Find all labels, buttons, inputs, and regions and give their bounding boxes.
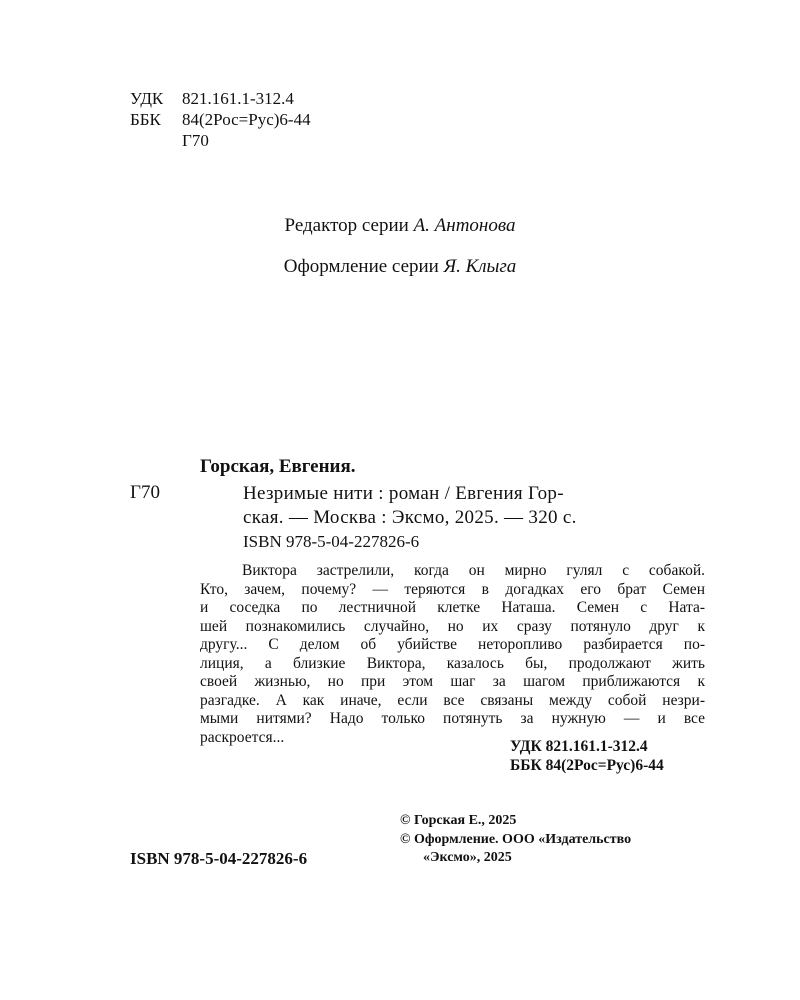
copyright-design: © Оформление. ООО «Издательство bbox=[400, 831, 632, 847]
bibliographic-isbn: ISBN 978-5-04-227826-6 bbox=[243, 532, 420, 551]
annotation-line: и соседка по лестничной клетке Наташа. Семен с Ната- bbox=[200, 599, 705, 616]
annotation-line: Кто, зачем, почему? — теряются в догадках его брат Семен bbox=[200, 580, 705, 598]
series-editor-label: Редактор серии bbox=[284, 215, 409, 236]
bibliographic-line-1: Незримые нити : роман / Евгения Гор- bbox=[243, 483, 564, 504]
copyright-publisher: «Эксмо», 2025 bbox=[423, 850, 512, 865]
series-design-name: Я. Клыга bbox=[443, 256, 517, 277]
author-mark-top: Г70 bbox=[182, 131, 209, 150]
copyright-author: © Горская Е., 2025 bbox=[400, 813, 517, 828]
series-design-label: Оформление серии bbox=[283, 256, 439, 277]
annotation-line: другу... С делом об убийстве неторопливо разбирается по- bbox=[200, 636, 705, 653]
udk-code-line bbox=[130, 88, 311, 109]
series-editor-line bbox=[0, 214, 800, 238]
bbk-label: ББК bbox=[130, 110, 161, 129]
annotation-line: Виктора застрелили, когда он мирно гулял с собакой. bbox=[242, 562, 705, 579]
classification-codes-top bbox=[130, 88, 311, 151]
annotation-line: раскроется... bbox=[200, 728, 285, 746]
annotation-line: лиция, а близкие Виктора, казалось бы, продолжают жить bbox=[200, 654, 705, 672]
series-credits bbox=[0, 214, 800, 296]
bibliographic-author-heading: Горская, Евгения. bbox=[200, 456, 356, 477]
bibliographic-line-2: ская. — Москва : Эксмо, 2025. — 320 с. bbox=[243, 507, 577, 528]
bibliographic-author-mark: Г70 bbox=[130, 482, 160, 503]
annotation-line: своей жизнью, но при этом шаг за шагом приближаются к bbox=[200, 673, 705, 690]
annotation-line: шей познакомились случайно, но их сразу потянуло друг к bbox=[200, 617, 705, 635]
udk-value: 821.161.1-312.4 bbox=[182, 89, 294, 108]
copyright-block bbox=[400, 812, 631, 868]
udk-code-bottom: УДК 821.161.1-312.4 bbox=[510, 738, 648, 755]
annotation-line: разгадке. А как иначе, если все связаны между собой незри- bbox=[200, 691, 705, 709]
bibliographic-description bbox=[243, 482, 577, 530]
series-design-line bbox=[0, 255, 800, 279]
series-editor-name: А. Антонова bbox=[413, 215, 516, 236]
bbk-code-bottom: ББК 84(2Рос=Рус)6-44 bbox=[510, 757, 664, 774]
udk-label: УДК bbox=[130, 89, 164, 108]
bbk-code-line bbox=[130, 109, 311, 130]
bbk-value: 84(2Рос=Рус)6-44 bbox=[182, 110, 311, 129]
isbn-bottom: ISBN 978-5-04-227826-6 bbox=[130, 849, 308, 868]
book-annotation bbox=[200, 562, 705, 747]
annotation-line: мыми нитями? Надо только потянуть за нужную — и все bbox=[200, 710, 705, 727]
classification-codes-bottom bbox=[510, 737, 664, 775]
